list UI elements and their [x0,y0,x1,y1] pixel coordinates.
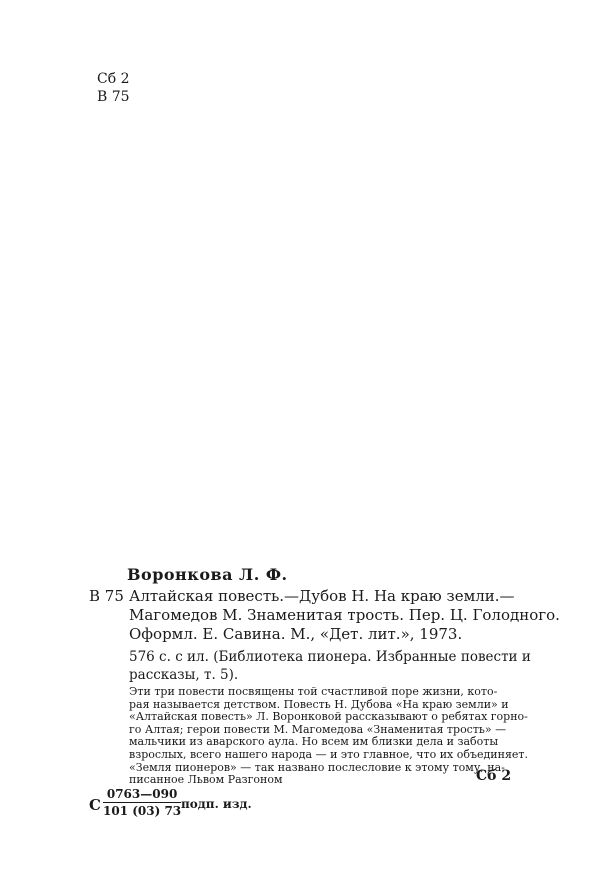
author-heading: Воронкова Л. Ф. [127,565,288,584]
description-line: Магомедов М. Знаменитая трость. Пер. Ц. Голодного. [129,606,560,624]
annotation-line: писанное Львом Разгоном [129,773,283,787]
annotation-line: го Алтая; герои повести М. Магомедова «Знаменитая трость» — [129,722,507,736]
annotation-line: рая называется детством. Повесть Н. Дубова «На краю земли» и [129,697,509,711]
classification-line-2: В 75 [97,89,130,105]
index-denominator: 101 (03) 73 [103,804,182,818]
physical-line: рассказы, т. 5). [129,667,239,683]
description-line: Алтайская повесть.—Дубов Н. На краю земли.— [129,587,515,605]
annotation-line: взрослых, всего нашего народа — и это главное, что их объединяет. [129,747,528,761]
index-fraction [103,787,181,818]
main-description [129,587,560,644]
index-note: подп. изд. [181,797,252,811]
classification-line-1: Сб 2 [97,71,130,87]
physical-description [129,648,529,684]
bottom-classification: Сб 2 [476,768,512,784]
annotation-line: «Земля пионеров» — так названо послесловие к этому тому, на- [129,760,505,774]
entry-code: В 75 [89,587,124,605]
annotation-line: мальчики из аварского аула. Но всем им близки дела и заботы [129,735,499,749]
description-line: Оформл. Е. Савина. М., «Дет. лит.», 1973. [129,625,463,643]
physical-line: 576 с. с ил. (Библиотека пионера. Избранные повести и [129,649,531,665]
annotation-line: Эти три повести посвящены той счастливой поре жизни, кото- [129,685,498,698]
index-letter: С [89,796,101,814]
annotation-line: «Алтайская повесть» Л. Воронковой рассказывают о ребятах горно- [129,710,528,724]
annotation [129,686,529,787]
index-numerator: 0763—090 [103,787,181,803]
